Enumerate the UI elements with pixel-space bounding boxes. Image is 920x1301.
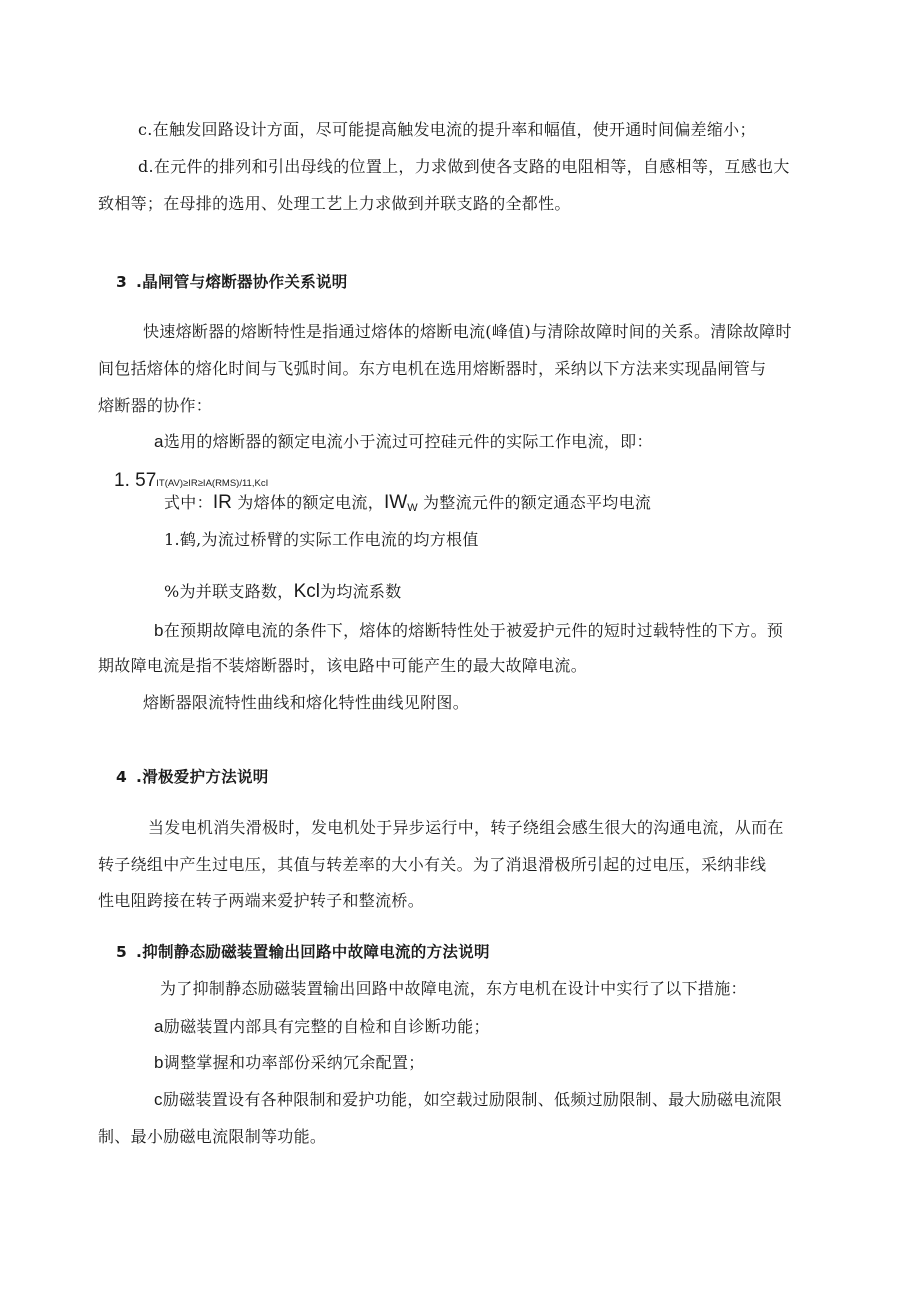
item-b-label: b — [154, 621, 164, 640]
formula-line — [114, 471, 268, 494]
where-ir-symbol: IR — [212, 492, 232, 513]
section-3-para-line-1: 快速熔断器的熔断特性是指通过熔体的熔断电流(峰值)与清除故障时间的关系。清除故障时 — [143, 322, 792, 341]
section-3-item-b-line-1 — [154, 621, 783, 641]
section-4-line-3: 性电阻跨接在转子两端来爱护转子和整流桥。 — [98, 891, 425, 910]
s5-item-b-label: b — [154, 1053, 164, 1072]
section-5-intro: 为了抑制静态励磁装置输出回路中故障电流，东方电机在设计中实行了以下措施： — [160, 979, 747, 998]
paragraph-d-line-2: 致相等；在母排的选用、处理工艺上力求做到并联支路的全都性。 — [98, 194, 571, 213]
s5-item-c-text: 励磁装置设有各种限制和爱护功能，如空载过励限制、低频过励限制、最大励磁电流限 — [162, 1090, 783, 1109]
item-a-label: a — [154, 432, 164, 451]
section-5-item-b — [154, 1053, 425, 1073]
section-5-item-c-line-2: 制、最小励磁电流限制等功能。 — [98, 1127, 327, 1146]
kcl-text: 为均流系数 — [320, 582, 402, 601]
item-a-text: 选用的熔断器的额定电流小于流过可控硅元件的实际工作电流，即： — [163, 432, 653, 451]
kcl-lead: %为并联支路数， — [164, 582, 294, 601]
where-ir-text: 为熔体的额定电流， — [237, 493, 384, 512]
section-5-title: .抑制静态励磁装置输出回路中故障电流的方法说明 — [136, 943, 490, 961]
s5-item-a-text: 励磁装置内部具有完整的自检和自诊断功能； — [163, 1017, 490, 1036]
formula-expression: IT(AV)≥IR≥IA(RMS)/11,KcI — [156, 478, 269, 489]
formula-number: 1. 57 — [114, 470, 157, 491]
section-4-line-1: 当发电机消失滑极时，发电机处于异步运行中，转子绕组会感生很大的沟通电流，从而在 — [148, 818, 784, 837]
section-3-item-a — [154, 432, 653, 452]
formula-rms-line: 1.鹤,为流过桥臂的实际工作电流的均方根值 — [164, 530, 479, 549]
s5-item-c-label: c — [154, 1090, 163, 1109]
section-3-heading — [116, 272, 348, 292]
where-iw-subscript: W — [407, 502, 418, 514]
section-5-item-a — [154, 1017, 490, 1037]
formula-kcl-line — [164, 582, 402, 602]
where-iw-symbol: IW — [384, 492, 408, 513]
section-4-line-2: 转子绕组中产生过电压，其值与转差率的大小有关。为了消退滑极所引起的过电压，采纳非线 — [98, 855, 767, 874]
section-3-para-line-2: 间包括熔体的熔化时间与飞弧时间。东方电机在选用熔断器时，采纳以下方法来实现晶闸管与 — [98, 359, 767, 378]
s5-item-a-label: a — [154, 1017, 164, 1036]
paragraph-d-line-1: d.在元件的排列和引出母线的位置上，力求做到使各支路的电阻相等，自感相等，互感也大 — [138, 157, 790, 176]
section-3-curves-note: 熔断器限流特性曲线和熔化特性曲线见附图。 — [143, 693, 470, 712]
section-5-number: 5 — [116, 943, 128, 961]
section-3-item-b-line-2: 期故障电流是指不装熔断器时，该电路中可能产生的最大故障电流。 — [98, 656, 588, 675]
where-lead: 式中： — [164, 493, 213, 512]
where-iw-text: 为整流元件的额定通态平均电流 — [423, 493, 652, 512]
kcl-symbol: Kcl — [293, 581, 321, 602]
section-4-heading — [116, 767, 269, 787]
section-5-item-c-line-1 — [154, 1090, 782, 1110]
formula-where-line — [164, 493, 651, 518]
section-3-para-line-3: 熔断器的协作： — [98, 396, 213, 415]
section-3-number: 3 — [116, 273, 128, 291]
section-4-title: .滑极爱护方法说明 — [136, 768, 269, 786]
section-4-number: 4 — [116, 768, 128, 786]
section-3-title: .晶闸管与熔断器协作关系说明 — [136, 273, 348, 291]
item-b-text: 在预期故障电流的条件下，熔体的熔断特性处于被爱护元件的短时过载特性的下方。预 — [163, 621, 784, 640]
s5-item-b-text: 调整掌握和功率部份采纳冗余配置； — [163, 1053, 425, 1072]
section-5-heading — [116, 942, 490, 962]
paragraph-c-trigger: c.在触发回路设计方面，尽可能提高触发电流的提升率和幅值，使开通时间偏差缩小； — [138, 120, 756, 139]
